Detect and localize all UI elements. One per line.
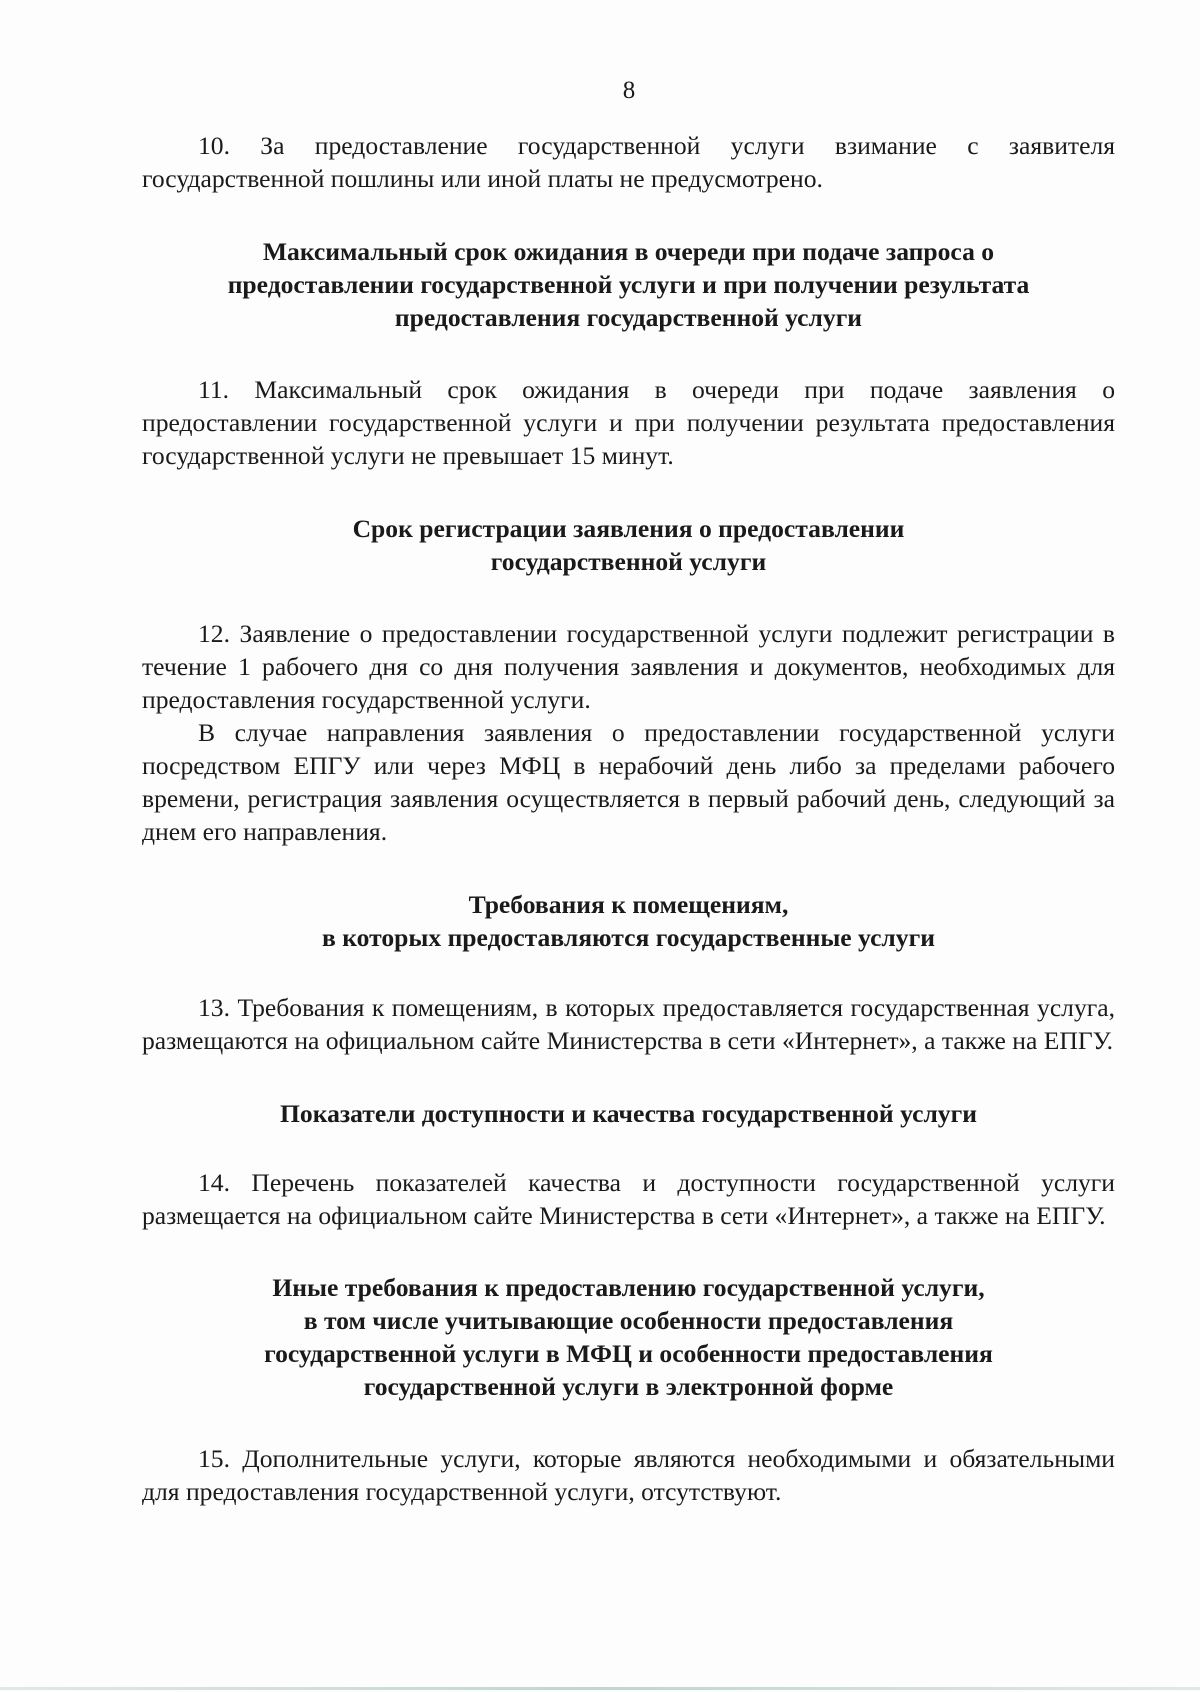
- heading-line: государственной услуги: [490, 547, 767, 576]
- paragraph-13: 13. Требования к помещениям, в которых предоставляется государственная услуга, размещаются на официальном сайте Министерства в сети «Интернет», а также на ЕПГУ.: [142, 993, 1115, 1055]
- heading-line: Максимальный срок ожидания в очереди при подаче запроса о: [262, 237, 995, 266]
- heading-registration: [142, 512, 1115, 578]
- heading-line: Иные требования к предоставлению государственной услуги,: [272, 1273, 985, 1302]
- heading-line: государственной услуги в МФЦ и особенности предоставления: [264, 1339, 993, 1368]
- heading-premises: [142, 888, 1115, 954]
- heading-other-requirements: [142, 1271, 1115, 1403]
- paragraph-12: 12. Заявление о предоставлении государственной услуги подлежит регистрации в течение 1 рабочего дня со дня получения заявления и документов, необходимых для предоставления государственной услуги.: [142, 619, 1115, 714]
- heading-line: предоставления государственной услуги: [394, 303, 863, 332]
- heading-quality: [142, 1097, 1115, 1130]
- heading-line: государственной услуги в электронной форме: [363, 1372, 894, 1401]
- heading-line: предоставлении государственной услуги и при получении результата: [227, 270, 1030, 299]
- paragraph-14: 14. Перечень показателей качества и доступности государственной услуги размещается на официальном сайте Министерства в сети «Интернет», а также на ЕПГУ.: [142, 1168, 1115, 1230]
- heading-line: Требования к помещениям,: [468, 890, 789, 919]
- scan-edge-line: [0, 1687, 1200, 1690]
- heading-line: Срок регистрации заявления о предоставлении: [352, 514, 905, 543]
- heading-line: в том числе учитывающие особенности предоставления: [303, 1306, 954, 1335]
- paragraph-11: 11. Максимальный срок ожидания в очереди при подаче заявления о предоставлении государственной услуги и при получении результата предоставления государственной услуги не превышает 15 минут.: [142, 375, 1115, 470]
- heading-line: в которых предоставляются государственные услуги: [322, 923, 935, 952]
- paragraph-10: 10. За предоставление государственной услуги взимание с заявителя государственной пошлины или иной платы не предусмотрено.: [142, 131, 1115, 193]
- document-body: [142, 129, 1115, 1508]
- heading-waiting-time: [142, 235, 1115, 334]
- page-number: 8: [622, 77, 636, 104]
- heading-line: Показатели доступности и качества государственной услуги: [280, 1099, 977, 1128]
- paragraph-15: 15. Дополнительные услуги, которые являются необходимыми и обязательными для предоставления государственной услуги, отсутствуют.: [142, 1444, 1115, 1506]
- paragraph-12-continued: В случае направления заявления о предоставлении государственной услуги посредством ЕПГУ или через МФЦ в нерабочий день либо за пределами рабочего времени, регистрация заявления осуществляется в первый рабочий день, следующий за днем его направления.: [142, 718, 1115, 846]
